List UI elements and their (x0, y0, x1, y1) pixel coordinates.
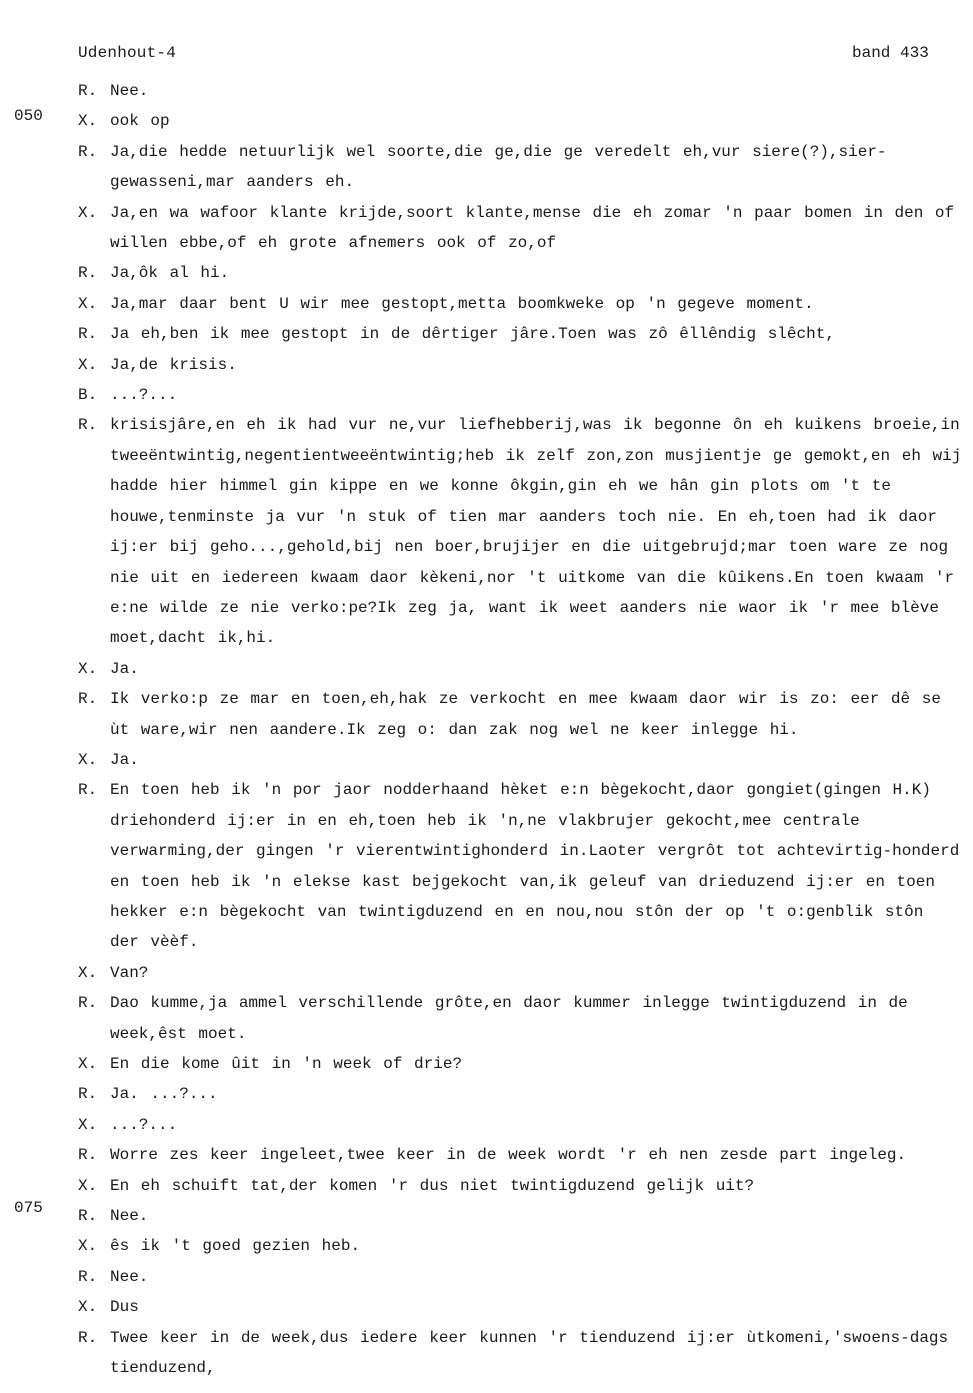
utterance-text: En die kome ûit in 'n week of drie? (110, 1055, 463, 1073)
speaker-label: R. (78, 994, 98, 1013)
speaker-label: X. (78, 963, 98, 982)
header-tape-number: band 433 (852, 44, 929, 62)
speaker-label: R. (78, 1207, 98, 1226)
speaker-label: X. (78, 750, 98, 769)
utterance-text: Worre zes keer ingeleet,twee keer in de week wordt 'r eh nen zesde part ingeleg. (110, 1146, 907, 1165)
dialogue-turn (78, 1323, 963, 1384)
utterance-text: Ja,mar daar bent U wir mee gestopt,metta boomkweke op 'n gegeve moment. (110, 294, 814, 313)
utterance-text: Van? (110, 963, 149, 982)
speaker-label: X. (78, 112, 98, 131)
speaker-label: X. (78, 355, 98, 374)
utterance-text: ...?... (110, 1115, 178, 1134)
utterance-text: Nee. (110, 1207, 149, 1226)
line-number-marker: 050 (14, 107, 43, 125)
speaker-label: X. (78, 294, 98, 313)
dialogue-turn (78, 1201, 963, 1231)
dialogue-turn (78, 654, 963, 684)
utterance-text: ook op (110, 112, 170, 131)
utterance-text: Ja eh,ben ik mee gestopt in de dêrtiger jâre.Toen was zô êllêndig slêcht, (110, 325, 835, 344)
dialogue-turn (78, 775, 963, 957)
utterance-text: ês ik 't goed gezien heb. (110, 1237, 361, 1256)
speaker-label: X. (78, 203, 98, 222)
speaker-label: R. (78, 142, 98, 161)
utterance-text: ...?... (110, 386, 178, 405)
dialogue-turn (78, 76, 963, 106)
speaker-label: X. (78, 1298, 98, 1317)
speaker-label: R. (78, 1328, 98, 1347)
dialogue-turn (78, 1171, 963, 1201)
utterance-text: Ik verko:p ze mar en toen,eh,hak ze verkocht en mee kwaam daor wir is zo: eer dê se ùt ware,wir nen aandere.Ik zeg o: dan zak nog wel ne keer inlegge hi. (110, 690, 941, 739)
utterance-text: Ja. (110, 659, 139, 678)
utterance-text: krisisjâre,en eh ik had vur ne,vur liefhebberij,was ik begonne ôn eh kuikens broeie,in tweeëntwintig,negentientweeëntwintig;heb ik zelf zon,zon musjientje ge gemokt,en eh wij hadde hier himmel gin kippe en we konne ôkgin,gin eh we hân gin plots om 't te houwe,tenminste ja vur 'n stuk of tien mar aanders toch nie. En eh,toen had ik daor ij:er bij geho...,gehold,bij nen boer,brujijer en die uitgebrujd;mar toen ware ze nog nie uit en iedereen kwaam daor kèkeni,nor 't uitkome van die kûikens.En toen kwaam 'r e:ne wilde ze nie verko:pe?Ik zeg ja, want ik weet aanders nie waor ik 'r mee blève moet,dacht ik,hi. (110, 416, 962, 648)
speaker-label: X. (78, 1176, 98, 1195)
speaker-label: R. (78, 690, 98, 709)
speaker-label: R. (78, 416, 98, 435)
utterance-text: Ja,de krisis. (110, 355, 237, 374)
dialogue-turn (78, 198, 963, 259)
dialogue-turn (78, 988, 963, 1049)
dialogue-turn (78, 1110, 963, 1140)
speaker-label: R. (78, 781, 98, 800)
utterance-text: Ja. (110, 750, 139, 769)
speaker-label: X. (78, 1055, 98, 1073)
utterance-text: Dus (110, 1298, 139, 1317)
dialogue-turn (78, 410, 963, 653)
utterance-text: Nee. (110, 1267, 149, 1286)
speaker-label: B. (78, 386, 98, 405)
speaker-label: X. (78, 1237, 98, 1256)
dialogue-turn (78, 289, 963, 319)
dialogue-turn (78, 684, 963, 745)
dialogue-turn (78, 137, 963, 198)
speaker-label: R. (78, 1146, 98, 1165)
dialogue-turn (78, 1079, 963, 1109)
dialogue-turn (78, 350, 963, 380)
utterance-text: Ja. ...?... (110, 1085, 218, 1104)
dialogue-turn (78, 380, 963, 410)
utterance-text: En eh schuift tat,der komen 'r dus niet twintigduzend gelijk uit? (110, 1176, 755, 1195)
utterance-text: Twee keer in de week,dus iedere keer kunnen 'r tienduzend ij:er ùtkomeni,'swoens-dags tienduzend, (110, 1328, 949, 1378)
utterance-text: En toen heb ik 'n por jaor nodderhaand hèket e:n bègekocht,daor gongiet(gingen H.K) driehonderd ij:er in en eh,toen heb ik 'n,ne vlakbrujer gekocht,mee centrale verwarming,der gingen 'r vierentwintighonderd in.Laoter vergrôt tot achtevirtig-honderd en toen heb ik 'n elekse kast bejgekocht van,ik geleuf van drieduzend ij:er en toen hekker e:n bègekocht van twintigduzend en en nou,nou stôn der op 't o:genblik stôn der vèèf. (110, 781, 960, 952)
speaker-label: R. (78, 1085, 98, 1104)
dialogue-turn (78, 106, 963, 136)
utterance-text: Nee. (110, 82, 149, 100)
dialogue-turn (78, 1140, 963, 1170)
utterance-text: Ja,en wa wafoor klante krijde,soort klante,mense die eh zomar 'n paar bomen in den of willen ebbe,of eh grote afnemers ook of zo,of (110, 203, 955, 253)
dialogue-turn (78, 1262, 963, 1292)
line-number-marker: 075 (14, 1199, 43, 1217)
dialogue-turn (78, 1292, 963, 1322)
dialogue-turn (78, 258, 963, 288)
utterance-text: Dao kumme,ja ammel verschillende grôte,en daor kummer inlegge twintigduzend in de week,êst moet. (110, 994, 908, 1043)
dialogue-turn (78, 319, 963, 349)
dialogue-turn (78, 745, 963, 775)
speaker-label: R. (78, 264, 98, 283)
speaker-label: X. (78, 1115, 98, 1134)
speaker-label: R. (78, 1267, 98, 1286)
header-location: Udenhout-4 (78, 44, 177, 62)
utterance-text: Ja,ôk al hi. (110, 264, 230, 283)
speaker-label: X. (78, 659, 98, 678)
dialogue-turn (78, 1231, 963, 1261)
dialogue-turn (78, 958, 963, 988)
utterance-text: Ja,die hedde netuurlijk wel soorte,die ge,die ge veredelt eh,vur siere(?),sier-gewasseni,mar aanders eh. (110, 142, 887, 192)
transcript-body (78, 76, 963, 1383)
speaker-label: R. (78, 325, 98, 344)
dialogue-turn (78, 1049, 963, 1079)
speaker-label: R. (78, 82, 98, 100)
